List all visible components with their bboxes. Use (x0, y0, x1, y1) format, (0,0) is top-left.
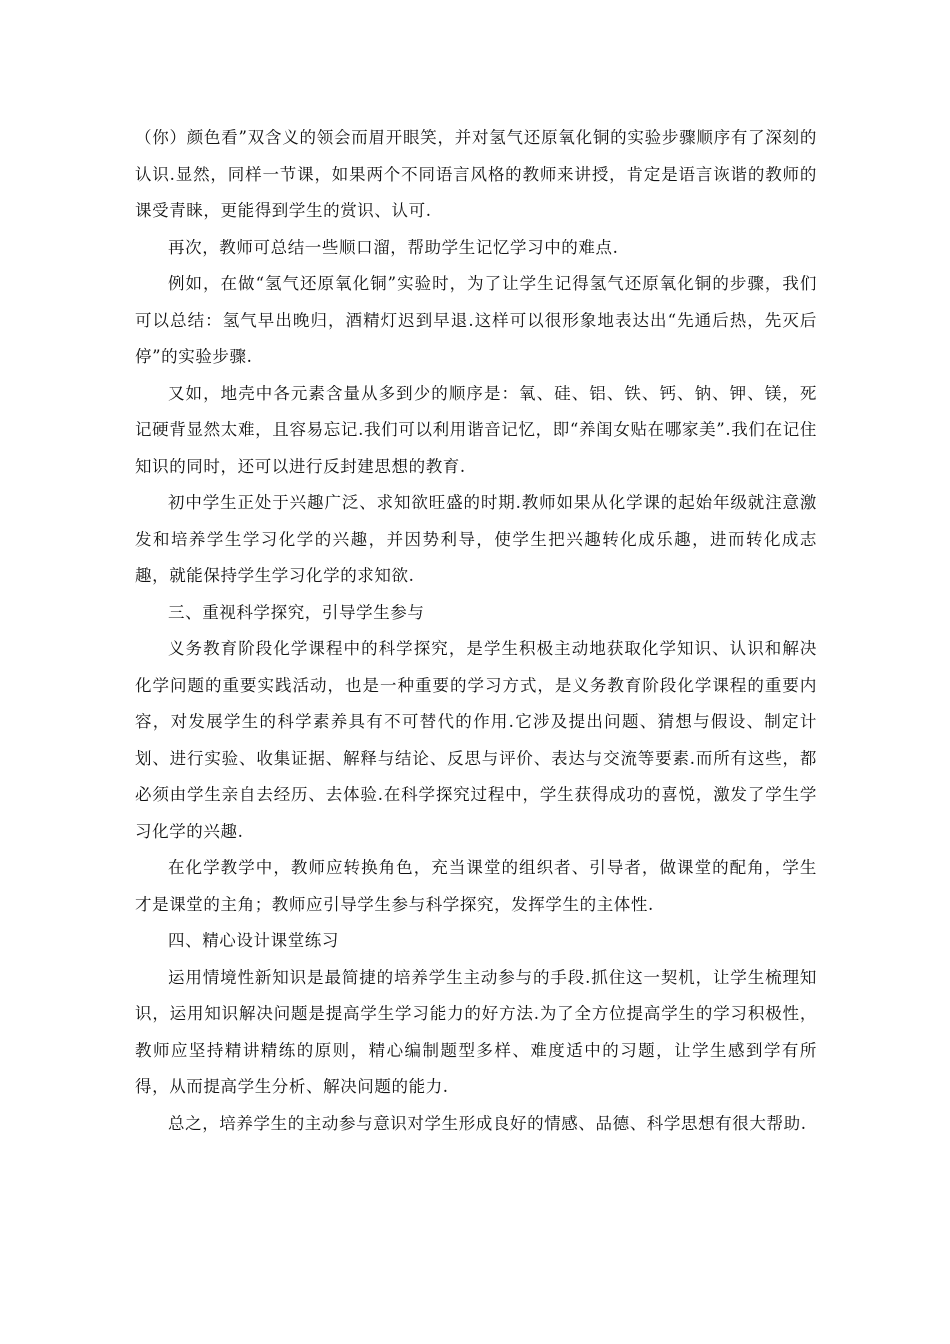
paragraph: 总之，培养学生的主动参与意识对学生形成良好的情感、品德、科学思想有很大帮助. (168, 1113, 807, 1133)
paragraph: 义务教育阶段化学课程中的科学探究，是学生积极主动地获取化学知识、认识和解决化学问题的重要实践活动，也是一种重要的学习方式，是义务教育阶段化学课程的重要内容，对发展学生的科学素养具有不可替代的作用.它涉及提出问题、猜想与假设、制定计划、进行实验、收集证据、解释与结论、反思与评价、表达与交流等要素.而所有这些，都必须由学生亲自去经历、去体验.在科学探究过程中，学生获得成功的喜悦，激发了学生学习化学的兴趣. (135, 639, 817, 841)
paragraph: 初中学生正处于兴趣广泛、求知欲旺盛的时期.教师如果从化学课的起始年级就注意激发和培养学生学习化学的兴趣，并因势利导，使学生把兴趣转化成乐趣，进而转化成志趣，就能保持学生学习化学的求知欲. (135, 493, 817, 585)
paragraph: 在化学教学中，教师应转换角色，充当课堂的组织者、引导者，做课堂的配角，学生才是课堂的主角；教师应引导学生参与科学探究，发挥学生的主体性. (135, 858, 817, 914)
paragraph: 又如，地壳中各元素含量从多到少的顺序是：氧、硅、铝、铁、钙、钠、钾、镁，死记硬背显然太难，且容易忘记.我们可以利用谐音记忆，即“养闺女贴在哪家美”.我们在记住知识的同时，还可以进行反封建思想的教育. (135, 383, 817, 476)
paragraph: 例如，在做“氢气还原氧化铜”实验时，为了让学生记得氢气还原氧化铜的步骤，我们可以总结：氢气早出晚归，酒精灯迟到早退.这样可以很形象地表达出“先通后热，先灭后停”的实验步骤. (135, 274, 817, 366)
paragraph: 运用情境性新知识是最简捷的培养学生主动参与的手段.抓住这一契机，让学生梳理知识，运用知识解决问题是提高学生学习能力的好方法.为了全方位提高学生的学习积极性，教师应坚持精讲精练的原则，精心编制题型多样、难度适中的习题，让学生感到学有所得，从而提高学生分析、解决问题的能力. (135, 967, 817, 1096)
section-heading: 三、重视科学探究，引导学生参与 (168, 602, 425, 622)
section-heading: 四、精心设计课堂练习 (168, 931, 339, 950)
paragraph: 再次，教师可总结一些顺口溜，帮助学生记忆学习中的难点. (168, 237, 619, 257)
document-body (135, 120, 817, 1142)
paragraph-continuation: （你）颜色看”双含义的领会而眉开眼笑，并对氢气还原氧化铜的实验步骤顺序有了深刻的认识.显然，同样一节课，如果两个不同语言风格的教师来讲授，肯定是语言诙谐的教师的课受青睐，更能得到学生的赏识、认可. (135, 128, 817, 220)
